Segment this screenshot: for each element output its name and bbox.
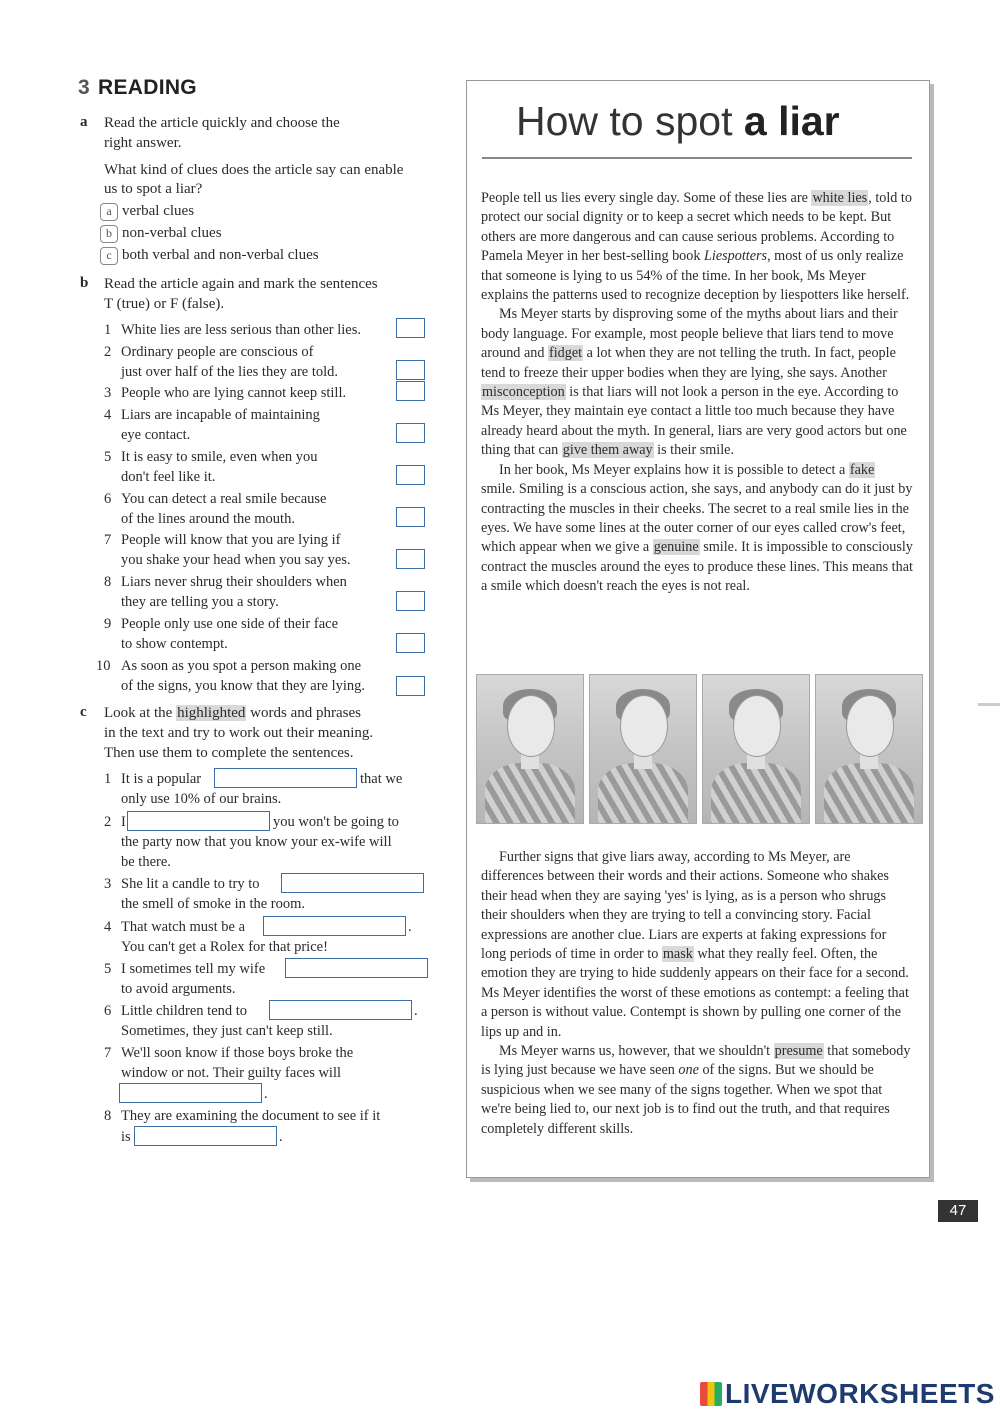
tf-item-number: 5	[104, 449, 112, 465]
article-paragraph-1	[481, 189, 913, 305]
tf-item-text: Liars never shrug their shoulders when	[121, 574, 347, 590]
c-item-8-blank[interactable]	[134, 1126, 277, 1146]
highlighted-word: genuine	[653, 539, 699, 556]
article-text-run: , most of us only realize that someone is lying to us 54% of the time. In her book, Ms Meyer explains the patterns used to recognize deception by liespotters like herself.	[481, 248, 910, 304]
article-text-run: one	[678, 1062, 699, 1079]
section-number: 3	[78, 76, 90, 99]
tf-item-text-2: of the signs, you know that they are lying.	[121, 678, 366, 694]
c-item-1-text-2: that we	[360, 771, 403, 787]
c-item-3-number: 3	[104, 876, 112, 892]
article-text-run: Further signs that give liars away, according to Ms Meyer, are differences between their words and their actions. Someone who shakes their head when they are saying 'yes' is lying, as is a person who shrugs their shoulders when they are trying to tell a convincing story. Facial expressions are another clue. Liars are experts at faking expressions for long periods of time in order to	[481, 849, 889, 963]
tf-answer-box[interactable]	[396, 633, 425, 653]
tf-answer-box[interactable]	[396, 381, 425, 401]
photo-woman-grinning	[815, 674, 923, 824]
c-item-6-text: Little children tend to	[121, 1003, 248, 1019]
tf-item-text: People only use one side of their face	[121, 616, 339, 632]
article-text-run: In her book, Ms Meyer explains how it is possible to detect a	[499, 461, 849, 478]
tf-answer-box[interactable]	[396, 318, 425, 338]
part-b-instruction-2: T (true) or F (false).	[104, 296, 225, 312]
c-item-5-text: I sometimes tell my wife	[121, 961, 266, 977]
logo-text: LIVEWORKSHEETS	[725, 1378, 995, 1409]
tf-answer-box[interactable]	[396, 676, 425, 696]
tf-item-text: It is easy to smile, even when you	[121, 449, 318, 465]
c-item-2-text-2: you won't be going to	[273, 814, 399, 830]
article-text-run: is their smile.	[653, 442, 734, 459]
highlighted-word: fake	[849, 461, 875, 478]
tf-item-text-2: to show contempt.	[121, 636, 228, 652]
c-item-2-text-4: be there.	[121, 854, 171, 870]
c-item-5-text-2: to avoid arguments.	[121, 981, 236, 997]
c-item-3-text: She lit a candle to try to	[121, 876, 260, 892]
c-item-6-blank[interactable]	[269, 1000, 412, 1020]
article-text-run: Ms Meyer warns us, however, that we shouldn't	[499, 1043, 774, 1060]
part-a-instruction-1: Read the article quickly and choose the	[104, 115, 340, 131]
c-item-7-text: We'll soon know if those boys broke the	[121, 1045, 354, 1061]
c-item-7-text-3: .	[264, 1086, 268, 1102]
article-text-run: People tell us lies every single day. Some of these lies are	[481, 190, 812, 206]
article-text-run: , told to protect our social dignity or to keep a secret which needs to be kept. But others are more dangerous and can cause serious problems. According to Pamela Meyer in her best-selling book	[481, 190, 912, 265]
c-item-3-blank[interactable]	[281, 873, 424, 893]
part-a-question-2: us to spot a liar?	[104, 181, 203, 197]
c-item-7-text-2: window or not. Their guilty faces will	[121, 1065, 342, 1081]
article-text-run: smile. It is impossible to consciously contract the muscles around the eyes to produce these lines. This means that a smile which doesn't reach the eyes is not real.	[481, 539, 913, 595]
tf-item-number: 8	[104, 574, 112, 590]
c-item-7-number: 7	[104, 1045, 112, 1061]
highlighted-word: highlighted	[177, 705, 246, 721]
option-c[interactable]	[100, 245, 319, 265]
part-a-question-1: What kind of clues does the article say can enable	[104, 162, 404, 178]
tf-item-text: You can detect a real smile because	[121, 491, 327, 507]
option-text[interactable]: both verbal and non-verbal clues	[122, 247, 319, 263]
option-a[interactable]	[100, 201, 194, 221]
section-heading: READING	[97, 76, 197, 99]
tf-item-text-2: of the lines around the mouth.	[121, 511, 295, 527]
tf-item-text-2: you shake your head when you say yes.	[121, 552, 351, 568]
highlighted-word: fidget	[548, 345, 583, 362]
c-item-2-number: 2	[104, 814, 112, 830]
article-text-run: what they really feel. Often, the emotion they are trying to hide suddenly appears on their face for a second. Ms Meyer identifies the worst of these emotions as contempt: a feeling that a person is without value. Contempt is shown by pulling one corner of the lips up and in.	[481, 946, 909, 1040]
tf-item-number: 4	[104, 407, 112, 423]
article-text-run: smile. Smiling is a conscious action, she says, and anybody can do it just by contracting the muscles in their cheeks. The secret to a real smile lies in the eyes. We have some lines at the outer corner of our eyes called crow's feet, which appear when we give a	[481, 481, 913, 556]
article-title	[516, 98, 840, 145]
photo-woman-smiling	[702, 674, 810, 824]
tf-item-number: 6	[104, 491, 112, 507]
c-item-6-text-2: .	[414, 1003, 418, 1019]
article-text-run: Ms Meyer starts by disproving some of the myths about liars and their body language. For example, most people believe that liars tend to move around and	[481, 306, 898, 362]
highlighted-word: misconception	[482, 384, 565, 401]
article-text-top	[481, 189, 913, 597]
page-number: 47	[938, 1200, 978, 1222]
option-letter[interactable]: c	[100, 247, 118, 265]
tf-answer-box[interactable]	[396, 423, 425, 443]
article-text-run: Liespotters	[704, 248, 768, 265]
tf-answer-box[interactable]	[396, 360, 425, 380]
part-b-instruction-1: Read the article again and mark the sentences	[104, 276, 378, 292]
highlighted-word: presume	[774, 1043, 823, 1060]
tf-answer-box[interactable]	[396, 549, 425, 569]
part-a-instruction-2: right answer.	[104, 135, 182, 151]
instruction-text: words and phrases	[250, 705, 361, 721]
part-c-label: c	[80, 704, 87, 720]
c-item-1-blank[interactable]	[214, 768, 357, 788]
c-item-1-number: 1	[104, 771, 112, 787]
article-text-run: of the signs. But we should be suspicious when we see many of the signs together. When we spot that we're being lied to, our next job is to find out the truth, and that requires completely different skills.	[481, 1062, 890, 1137]
part-b-label: b	[80, 275, 89, 291]
c-item-4-text: That watch must be a	[121, 919, 246, 935]
article-text-run: that somebody is lying just because we have seen	[481, 1043, 911, 1079]
c-item-4-text-2: .	[408, 919, 412, 935]
tf-item-text: Liars are incapable of maintaining	[121, 407, 320, 423]
tf-item-number: 2	[104, 344, 112, 360]
c-item-5-blank[interactable]	[285, 958, 428, 978]
c-item-5-number: 5	[104, 961, 112, 977]
option-text[interactable]: verbal clues	[122, 203, 195, 219]
c-item-4-text-3: You can't get a Rolex for that price!	[121, 939, 328, 955]
highlighted-word: mask	[662, 946, 693, 963]
tf-item-text: White lies are less serious than other lies.	[121, 322, 361, 338]
part-c-instruction-2: in the text and try to work out their meaning.	[104, 725, 374, 741]
article-paragraph-5	[481, 1042, 913, 1139]
c-item-8-text: They are examining the document to see if it	[121, 1108, 381, 1124]
option-text[interactable]: non-verbal clues	[122, 225, 222, 241]
option-b[interactable]	[100, 223, 222, 243]
tf-item-text-2: just over half of the lies they are told.	[121, 364, 339, 380]
article-title-rule	[482, 157, 912, 159]
c-item-2-text-3: the party now that you know your ex-wife will	[121, 834, 392, 850]
part-c-instruction-1	[104, 703, 361, 723]
tf-item-number: 3	[104, 385, 112, 401]
logo-icon	[700, 1382, 722, 1406]
article-paragraph-2	[481, 305, 913, 460]
article-paragraph-3	[481, 461, 913, 597]
tf-item-text-2: they are telling you a story.	[121, 594, 279, 610]
photo-woman-neutral	[589, 674, 697, 824]
tf-answer-box[interactable]	[396, 507, 425, 527]
article-paragraph-4	[481, 848, 913, 1042]
c-item-7-blank[interactable]	[119, 1083, 262, 1103]
article-text-run: is that liars will not look a person in the eye. According to Ms Meyer, they maintain eye contact a little too much because they have already heard about the myth. In general, liars are very good actors but one thing that can	[481, 384, 907, 459]
c-item-8-text-3: .	[279, 1129, 283, 1145]
instruction-text: Look at the	[104, 705, 173, 721]
c-item-2-blank[interactable]	[127, 811, 270, 831]
article-title-bold: a liar	[743, 98, 840, 144]
tf-item-number: 10	[96, 658, 111, 674]
highlighted-word: give them away	[562, 442, 653, 459]
c-item-4-blank[interactable]	[263, 916, 406, 936]
c-item-2-text: I	[121, 814, 126, 830]
c-item-6-number: 6	[104, 1003, 112, 1019]
c-item-1-text: It is a popular	[121, 771, 202, 787]
highlighted-word: white lies	[812, 190, 868, 206]
c-item-4-number: 4	[104, 919, 112, 935]
c-item-8-text-2: is	[121, 1129, 131, 1145]
section-title	[78, 76, 197, 100]
c-item-6-text-3: Sometimes, they just can't keep still.	[121, 1023, 333, 1039]
liveworksheets-logo	[700, 1378, 995, 1410]
tf-item-text: As soon as you spot a person making one	[121, 658, 362, 674]
article-title-light: How to spot	[516, 98, 744, 144]
article-text-run: a lot when they are not telling the truth. In fact, people tend to freeze their upper bodies when they are lying, she says. Another	[481, 345, 896, 381]
tf-item-text: Ordinary people are conscious of	[121, 344, 314, 360]
option-letter[interactable]: a	[100, 203, 118, 221]
tf-answer-box[interactable]	[396, 591, 425, 611]
c-item-8-number: 8	[104, 1108, 112, 1124]
tf-item-text-2: eye contact.	[121, 427, 191, 443]
photo-woman-thinking	[476, 674, 584, 824]
c-item-1-text-3: only use 10% of our brains.	[121, 791, 282, 807]
part-c-instruction-3: Then use them to complete the sentences.	[104, 745, 354, 761]
c-item-3-text-2: the smell of smoke in the room.	[121, 896, 306, 912]
side-mark	[978, 703, 1000, 706]
part-a-label: a	[80, 114, 88, 130]
tf-item-number: 9	[104, 616, 112, 632]
option-letter[interactable]: b	[100, 225, 118, 243]
tf-answer-box[interactable]	[396, 465, 425, 485]
tf-item-text: People will know that you are lying if	[121, 532, 341, 548]
tf-item-number: 1	[104, 322, 112, 338]
tf-item-number: 7	[104, 532, 112, 548]
tf-item-text-2: don't feel like it.	[121, 469, 216, 485]
tf-item-text: People who are lying cannot keep still.	[121, 385, 347, 401]
article-text-bottom	[481, 848, 913, 1139]
